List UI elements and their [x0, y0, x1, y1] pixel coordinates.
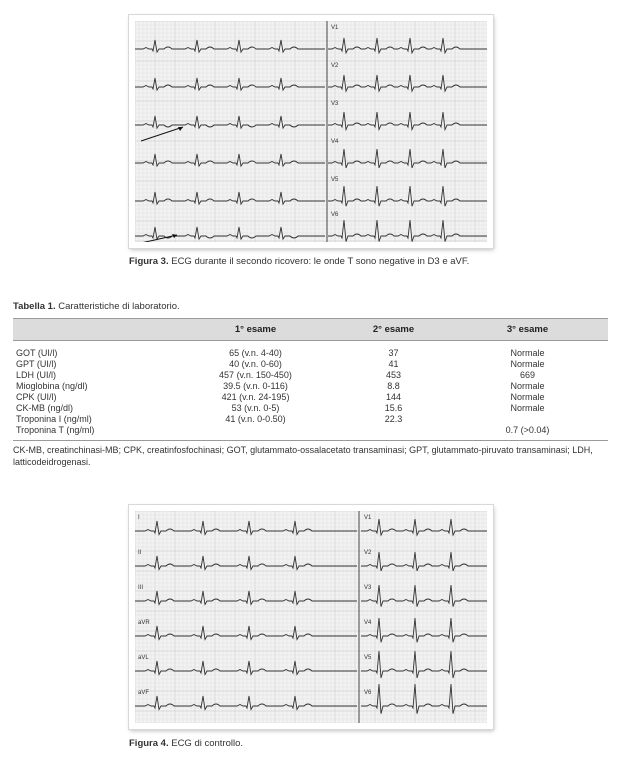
row-label: Troponina T (ng/ml): [16, 425, 95, 435]
header-esame-1: 1° esame: [234, 324, 277, 335]
row-label: GOT (UI/l): [16, 348, 58, 358]
ecg-lead-label: V3: [331, 101, 339, 107]
table-header: [13, 318, 608, 341]
ecg-lead-label: V5: [331, 177, 339, 183]
table-footnote: CK-MB, creatinchinasi-MB; CPK, creatinfosfochinasi; GOT, glutammato-ossalacetato transaminasi; GPT, glutammato-piruvato transaminasi; LDH, latticodeidrogenasi.: [13, 445, 593, 467]
table-row: [13, 381, 608, 392]
header-esame-2: 2° esame: [372, 324, 415, 335]
cell-esame-3: 0.7 (>0.04): [505, 425, 550, 435]
ecg-lead-label: III: [138, 585, 144, 591]
cell-esame-1: 41 (v.n. 0-0.50): [225, 414, 286, 424]
cell-esame-2: 37: [388, 348, 399, 358]
row-label: LDH (UI/l): [16, 370, 56, 380]
table-row: [13, 392, 608, 403]
table-row: [13, 403, 608, 414]
ecg-lead-label: aVL: [138, 655, 149, 661]
ecg-lead-label: V2: [364, 550, 372, 556]
ecg-lead-label: I: [138, 515, 140, 521]
cell-esame-2: 15.6: [384, 403, 403, 413]
cell-esame-3: Normale: [510, 381, 545, 391]
cell-esame-3: Normale: [510, 403, 545, 413]
figure3-caption-label: Figura 3.: [129, 256, 169, 267]
ecg-lead-label: V6: [364, 690, 372, 696]
ecg-lead-label: V5: [364, 655, 372, 661]
table-row: [13, 348, 608, 359]
row-label: CK-MB (ng/dl): [16, 403, 74, 413]
table-body: [13, 341, 608, 441]
row-label: GPT (UI/l): [16, 359, 57, 369]
figure4-caption-label: Figura 4.: [129, 738, 169, 749]
cell-esame-1: 53 (v.n. 0-5): [231, 403, 280, 413]
cell-esame-1: 421 (v.n. 24-195): [221, 392, 290, 402]
row-label: Troponina I (ng/ml): [16, 414, 92, 424]
ecg-lead-label: II: [138, 550, 142, 556]
figure3-caption-text: ECG durante il secondo ricovero: le onde T sono negative in D3 e aVF.: [168, 256, 470, 267]
cell-esame-2: 22.3: [384, 414, 403, 424]
cell-esame-2: 8.8: [387, 381, 400, 391]
table-row: [13, 414, 608, 425]
figure4-caption-text: ECG di controllo.: [168, 738, 244, 749]
ecg-lead-label: V1: [364, 515, 372, 521]
figure3-caption: [129, 256, 469, 268]
ecg-lead-label: aVR: [138, 620, 150, 626]
ecg-lead-label: V6: [331, 212, 339, 218]
ecg-trace-image: [135, 511, 487, 723]
cell-esame-2: 41: [388, 359, 399, 369]
cell-esame-1: 40 (v.n. 0-60): [229, 359, 282, 369]
table-title: [13, 301, 180, 312]
ecg-lead-label: V2: [331, 63, 339, 69]
cell-esame-1: 39.5 (v.n. 0-116): [223, 381, 288, 391]
ecg-lead-label: aVF: [138, 690, 150, 696]
table-row: [13, 425, 608, 436]
row-label: CPK (UI/l): [16, 392, 57, 402]
header-esame-3: 3° esame: [506, 324, 549, 335]
ecg-trace-image: [135, 21, 487, 242]
cell-esame-3: Normale: [510, 359, 545, 369]
cell-esame-3: 669: [519, 370, 536, 380]
cell-esame-2: 144: [385, 392, 402, 402]
ecg-lead-label: V4: [364, 620, 372, 626]
ecg-lead-label: V1: [331, 25, 339, 31]
figure4-ecg: [129, 505, 493, 729]
cell-esame-2: 453: [385, 370, 402, 380]
row-label: Mioglobina (ng/dl): [16, 381, 88, 391]
table-title-label: Tabella 1.: [13, 301, 56, 312]
figure3-ecg: [129, 15, 493, 248]
lab-table: [13, 318, 608, 441]
cell-esame-3: Normale: [510, 348, 545, 358]
cell-esame-3: Normale: [510, 392, 545, 402]
ecg-lead-label: V3: [364, 585, 372, 591]
table-row: [13, 370, 608, 381]
cell-esame-1: 65 (v.n. 4-40): [229, 348, 282, 358]
cell-esame-1: 457 (v.n. 150-450): [219, 370, 292, 380]
ecg-lead-label: V4: [331, 139, 339, 145]
table-title-text: Caratteristiche di laboratorio.: [55, 301, 180, 312]
table-row: [13, 359, 608, 370]
figure4-caption: [129, 738, 243, 750]
